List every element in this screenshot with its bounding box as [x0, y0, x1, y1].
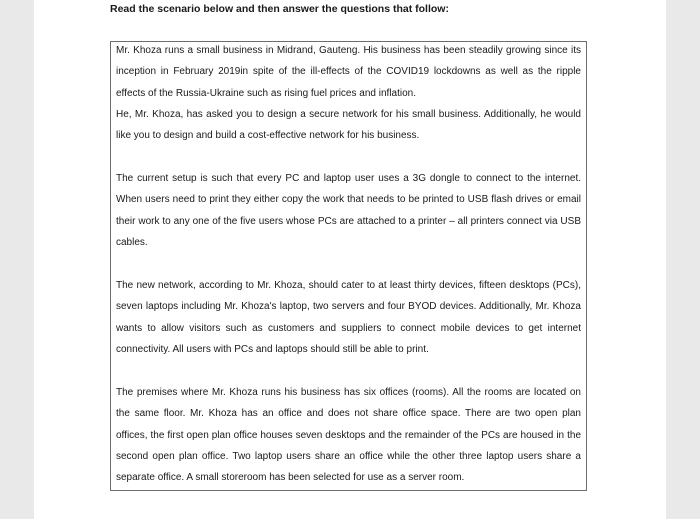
scenario-paragraph-4: The new network, according to Mr. Khoza, should cater to at least thirty devices, fifteen desktops (PCs), seven laptops including Mr. Khoza's laptop, two servers and four BYOD devices. Additionally, Mr. Khoza wants to allow visitors such as customers and suppliers to connect mobile devices to get internet connectivity. All users with PCs and laptops should still be able to print. — [116, 280, 581, 355]
document-page — [34, 0, 666, 519]
scenario-paragraph-3: The current setup is such that every PC and laptop user uses a 3G dongle to connect to the internet. When users need to print they either copy the work that needs to be printed to USB flash drives or email their work to any one of the five users whose PCs are attached to a printer – all printers connect via USB cables. — [116, 173, 581, 248]
scenario-paragraph-2: He, Mr. Khoza, has asked you to design a secure network for his small business. Additionally, he would like you to design and build a cost-effective network for his business. — [116, 109, 581, 142]
scenario-box — [110, 41, 587, 491]
scenario-paragraph-5: The premises where Mr. Khoza runs his business has six offices (rooms). All the rooms are located on the same floor. Mr. Khoza has an office and does not share office space. There are two open plan offices, the first open plan office houses seven desktops and the remainder of the PCs are housed in the second open plan office. Two laptop users share an office while the other three laptop users share a separate office. A small storeroom has been selected for use as a server room. — [116, 387, 581, 484]
scenario-paragraph-1: Mr. Khoza runs a small business in Midrand, Gauteng. His business has been steadily growing since its inception in February 2019in spite of the ill-effects of the COVID19 lockdowns as well as the ripple effects of the Russia-Ukraine such as rising fuel prices and inflation. — [116, 45, 581, 99]
instruction-heading: Read the scenario below and then answer the questions that follow: — [110, 3, 449, 15]
